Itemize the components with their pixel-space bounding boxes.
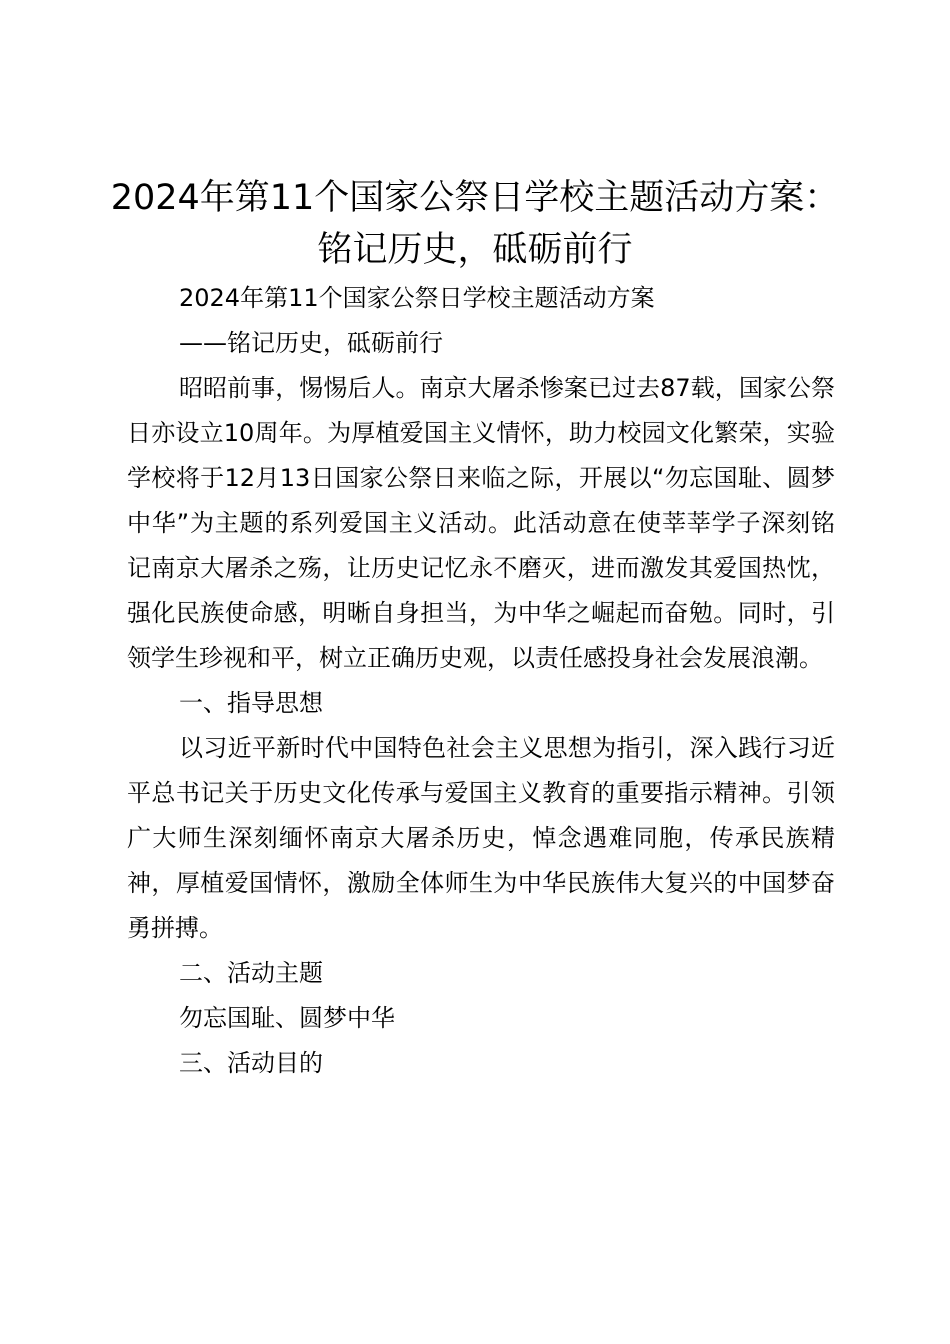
document-body [127,276,835,1086]
activity-theme-text: 勿忘国耻、圆梦中华 [179,1004,395,1032]
guiding-ideology-paragraph: 以习近平新时代中国特色社会主义思想为指引，深入践行习近平总书记关于历史文化传承与爱国主义教育的重要指示精神。引领广大师生深刻缅怀南京大屠杀历史，悼念遇难同胞，传承民族精神，厚植爱国情怀，激励全体师生为中华民族伟大复兴的中国梦奋勇拼搏。 [127,734,835,942]
subtitle-line: 2024年第11个国家公祭日学校主题活动方案 [179,284,655,312]
section-heading-activity-purpose: 三、活动目的 [179,1049,323,1077]
document-title: 2024年第11个国家公祭日学校主题活动方案：铭记历史，砥砺前行 [110,178,840,270]
intro-paragraph: 昭昭前事，惕惕后人。南京大屠杀惨案已过去87载，国家公祭日亦设立10周年。为厚植爱国主义情怀，助力校园文化繁荣，实验学校将于12月13日国家公祭日来临之际，开展以“勿忘国耻、圆梦中华”为主题的系列爱国主义活动。此活动意在使莘莘学子深刻铭记南京大屠杀之殇，让历史记忆永不磨灭，进而激发其爱国热忱，强化民族使命感，明晰自身担当，为中华之崛起而奋勉。同时，引领学生珍视和平，树立正确历史观，以责任感投身社会发展浪潮。 [127,374,835,672]
section-heading-guiding-ideology: 一、指导思想 [179,689,323,717]
section-heading-activity-theme: 二、活动主题 [179,959,323,987]
subtitle-tagline: ——铭记历史，砥砺前行 [179,329,443,357]
